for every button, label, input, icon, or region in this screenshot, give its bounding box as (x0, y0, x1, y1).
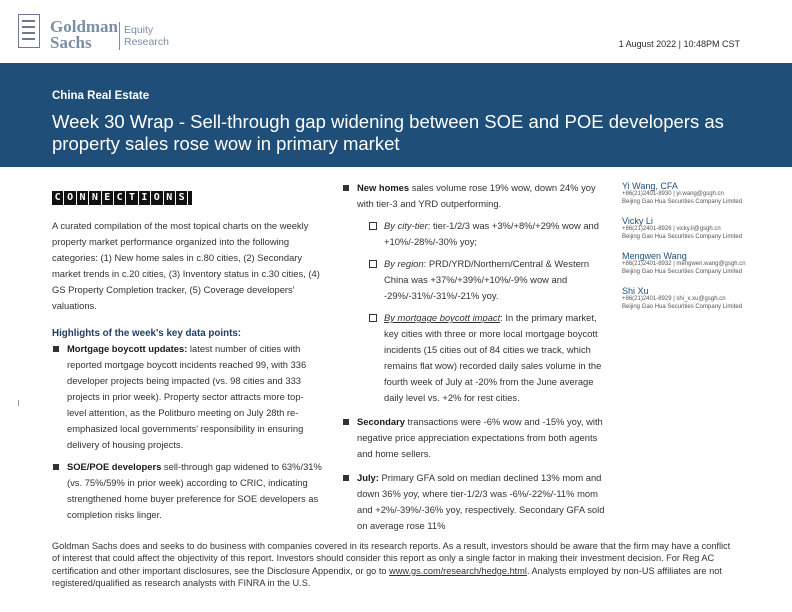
disclaimer-footer: Goldman Sachs does and seeks to do business with companies covered in its research reports. As a result, investors should be aware that the firm may have a conflict of interest that could affect the objectivity of this report. Investors should consider this report as only a single factor in making their investment decision. For Reg AC certification and other important disclosures, see the Disclosure Appendix, or go to www.gs.com/research/hedge.html. Analysts employed by non-US affiliates are not registered/qualified as research analysts with FINRA in the U.S. (52, 541, 731, 588)
list-item: SOE/POE developers sell-through gap widened to 63%/31% (vs. 75%/59% in prior week) according to CRIC, indicating strengthened home buyer preference for SOE developers as completion risks linger. (52, 459, 322, 523)
list-item: Secondary transactions were -6% wow and -15% yoy, with negative price appreciation expectations from both agents and home sellers. (342, 414, 608, 462)
analyst-entry (622, 181, 772, 206)
title-banner (0, 63, 792, 167)
analyst-name: Yi Wang, CFA (622, 181, 678, 191)
analyst-contact: +86(21)2401-8929 | shi_x.xu@gsgh.cn (622, 296, 726, 302)
analyst-firm: Beijing Gao Hua Securities Company Limited (622, 268, 743, 275)
sub-list-item: By city-tier: tier-1/2/3 was +3%/+8%/+29% wow and +10%/-28%/-30% yoy; (357, 218, 608, 250)
analyst-contact: +86(21)2401-8932 | mengwen.wang@gsgh.cn (622, 261, 746, 267)
analyst-entry (622, 216, 772, 241)
analyst-firm: Beijing Gao Hua Securities Company Limited (622, 233, 743, 240)
report-title: Week 30 Wrap - Sell-through gap widening between SOE and POE developers as property sales rose wow in primary market (52, 111, 724, 154)
logo-emblem (18, 14, 40, 48)
analyst-name: Vicky Li (622, 216, 653, 226)
list-item: July: Primary GFA sold on median declined 13% mom and down 36% yoy, where tier-1/2/3 was -6%/-22%/-11% mom and +2%/-39%/-36% yoy, respectively. Secondary GFA sold on average rose 11% (342, 470, 608, 534)
analyst-firm: Beijing Gao Hua Securities Company Limited (622, 303, 743, 310)
left-column (52, 218, 322, 529)
disclosure-link[interactable]: www.gs.com/research/hedge.html (389, 565, 527, 576)
report-date: 1 August 2022 | 10:48PM CST (618, 39, 740, 49)
analyst-contact: +86(21)2401-8930 | yi.wang@gsgh.cn (622, 191, 724, 197)
sub-list-item: By region: PRD/YRD/Northern/Central & Western China was +37%/+39%/+10%/-9% wow and -29%/-31%/-31%/-21% yoy. (357, 256, 608, 304)
logo-wordmark: Goldman Sachs (50, 17, 119, 52)
analyst-name: Shi Xu (622, 286, 649, 296)
analyst-entry (622, 251, 772, 276)
analyst-entry (622, 286, 772, 311)
margin-mark (18, 400, 19, 406)
key-points-list (342, 180, 608, 534)
logo-subtitle: Equity Research (124, 24, 169, 48)
analyst-firm: Beijing Gao Hua Securities Company Limited (622, 198, 743, 205)
connections-logo: C O N N E C T I O N S (52, 191, 192, 205)
logo-divider (119, 22, 120, 50)
highlights-heading: Highlights of the week's key data points: (52, 328, 242, 339)
list-item: Mortgage boycott updates: latest number of cities with reported mortgage boycott incidents reached 99, with 336 developer projects being impacted (vs. 98 cities and 333 projects in prior week). Property sector attracts more top-level attention, as the Politburo meeting on July 28th re-emphasized local governments' responsibility in ensuring delivery of housing projects. (52, 341, 322, 453)
sub-list (357, 218, 608, 406)
list-item: New homes sales volume rose 19% wow, down 24% yoy with tier-3 and YRD outperforming. By city-tier: tier-1/2/3 was +3%/+8%/+29% wow and +10%/-28%/-30% yoy; By region: PRD/YRD/Northern/Central & Western China was +37%/+39%/+10%/-9% wow and -29%/-31%/-31%/-21% yoy. By mortgage boycott impact: In the primary market, key cities with three or more local mortgage boycott incidents (15 cities out of 84 cities we track, which remains flat wow) recorded daily sales volume in the fourth week of July at -20% from the June average daily level vs. +2% for rest cities. (342, 180, 608, 406)
analyst-contact: +86(21)2401-8926 | vicky.li@gsgh.cn (622, 226, 721, 232)
analyst-name: Mengwen Wang (622, 251, 687, 261)
sub-list-item: By mortgage boycott impact: In the primary market, key cities with three or more local mortgage boycott incidents (15 cities out of 84 cities we track, which remains flat wow) recorded daily sales volume in the fourth week of July at -20% from the June average daily level vs. +2% for rest cities. (357, 310, 608, 406)
sector-label: China Real Estate (52, 90, 150, 102)
intro-paragraph: A curated compilation of the most topical charts on the weekly property market performance organized into the following categories: (1) New home sales in c.80 cities, (2) Secondary market trends in c.20 cities, (3) Inventory status in c.30 cities, (4) GS Property Completion tracker, (5) Coverage developers' valuations. (52, 220, 320, 311)
analyst-list (622, 181, 772, 321)
highlights-list (52, 341, 322, 523)
middle-column (342, 180, 608, 542)
